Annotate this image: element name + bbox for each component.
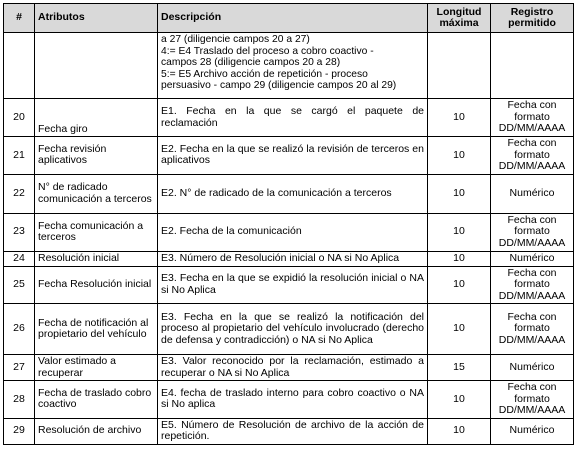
table-row <box>4 355 574 381</box>
row-number: 22 <box>4 174 35 213</box>
row-max-length: 15 <box>428 355 491 381</box>
row-max-length: 10 <box>428 99 491 137</box>
row-number: 29 <box>4 418 35 444</box>
row-max-length: 10 <box>428 381 491 419</box>
row-description: E1. Fecha en la que se cargó el paquete de reclamación <box>158 99 428 137</box>
row-attribute: Fecha giro <box>35 99 158 137</box>
row-allowed-format: Fecha con formato DD/MM/AAAA <box>491 266 574 304</box>
row-number: 28 <box>4 381 35 419</box>
continuation-row <box>4 33 574 99</box>
row-description: E3. Fecha en la que se expidió la resolución inicial o NA si No Aplica <box>158 266 428 304</box>
row-description: E2. Fecha de la comunicación <box>158 213 428 251</box>
row-number: 24 <box>4 251 35 266</box>
header-description: Descripción <box>158 4 428 33</box>
row-max-length: 10 <box>428 266 491 304</box>
row-max-length: 10 <box>428 418 491 444</box>
row-number: 25 <box>4 266 35 304</box>
table-row <box>4 137 574 175</box>
row-allowed-format: Fecha con formato DD/MM/AAAA <box>491 213 574 251</box>
row-number: 26 <box>4 304 35 355</box>
row-attribute: Fecha de notificación al propietario del vehículo <box>35 304 158 355</box>
table-row <box>4 381 574 419</box>
row-description: E4. fecha de traslado interno para cobro coactivo o NA si No aplica <box>158 381 428 419</box>
table-row <box>4 266 574 304</box>
row-max-length: 10 <box>428 137 491 175</box>
continuation-line: 4:= E4 Traslado del proceso a cobro coactivo - <box>161 45 374 57</box>
row-allowed-format: Fecha con formato DD/MM/AAAA <box>491 381 574 419</box>
row-number: 23 <box>4 213 35 251</box>
row-allowed-format: Numérico <box>491 251 574 266</box>
row-number: 27 <box>4 355 35 381</box>
row-max-length: 10 <box>428 304 491 355</box>
continuation-line: persuasivo - campo 29 (diligencie campos 20 al 29) <box>161 80 397 91</box>
continuation-line: campos 28 (diligencie campos 20 a 28) <box>161 57 341 68</box>
table-row <box>4 99 574 137</box>
row-attribute: Fecha comunicación a terceros <box>35 213 158 251</box>
row-attribute: Fecha Resolución inicial <box>35 266 158 304</box>
table-row <box>4 304 574 355</box>
row-allowed-format: Fecha con formato DD/MM/AAAA <box>491 137 574 175</box>
row-attribute: Valor estimado a recuperar <box>35 355 158 381</box>
row-attribute: Fecha de traslado cobro coactivo <box>35 381 158 419</box>
row-allowed-format: Numérico <box>491 355 574 381</box>
row-max-length: 10 <box>428 174 491 213</box>
table-row <box>4 418 574 444</box>
row-description: E3. Fecha en la que se realizó la notificación del proceso al propietario del vehículo involucrado (derecho de defensa y contradicción) o NA si No Aplica <box>158 304 428 355</box>
row-description: E5. Número de Resolución de archivo de la acción de repetición. <box>158 418 428 444</box>
row-description: E3. Número de Resolución inicial o NA si No Aplica <box>158 251 428 266</box>
row-max-length: 10 <box>428 251 491 266</box>
row-allowed-format: Numérico <box>491 418 574 444</box>
row-allowed-format: Numérico <box>491 174 574 213</box>
row-allowed-format: Fecha con formato DD/MM/AAAA <box>491 304 574 355</box>
row-attribute: N° de radicado comunicación a terceros <box>35 174 158 213</box>
header-num: # <box>4 4 35 33</box>
row-attribute: Fecha revisión aplicativos <box>35 137 158 175</box>
table-row <box>4 251 574 266</box>
header-row <box>4 4 574 33</box>
row-allowed-format: Fecha con formato DD/MM/AAAA <box>491 99 574 137</box>
continuation-description <box>158 33 428 99</box>
row-max-length: 10 <box>428 213 491 251</box>
row-number: 20 <box>4 99 35 137</box>
row-attribute: Resolución inicial <box>35 251 158 266</box>
header-attributes: Atributos <box>35 4 158 33</box>
table-row <box>4 213 574 251</box>
continuation-line: 5:= E5 Archivo acción de repetición - proceso <box>161 68 368 80</box>
row-description: E2. Fecha en la que se realizó la revisión de terceros en aplicativos <box>158 137 428 175</box>
header-max-length: Longitud máxima <box>428 4 491 33</box>
row-description: E3. Valor reconocido por la reclamación, estimado a recuperar o NA si No Aplica <box>158 355 428 381</box>
continuation-line: a 27 (diligencie campos 20 a 27) <box>161 34 310 45</box>
attributes-table <box>3 3 574 445</box>
row-description: E2. N° de radicado de la comunicación a terceros <box>158 174 428 213</box>
header-allowed-format: Registro permitido <box>491 4 574 33</box>
row-number: 21 <box>4 137 35 175</box>
table-row <box>4 174 574 213</box>
row-attribute: Resolución de archivo <box>35 418 158 444</box>
